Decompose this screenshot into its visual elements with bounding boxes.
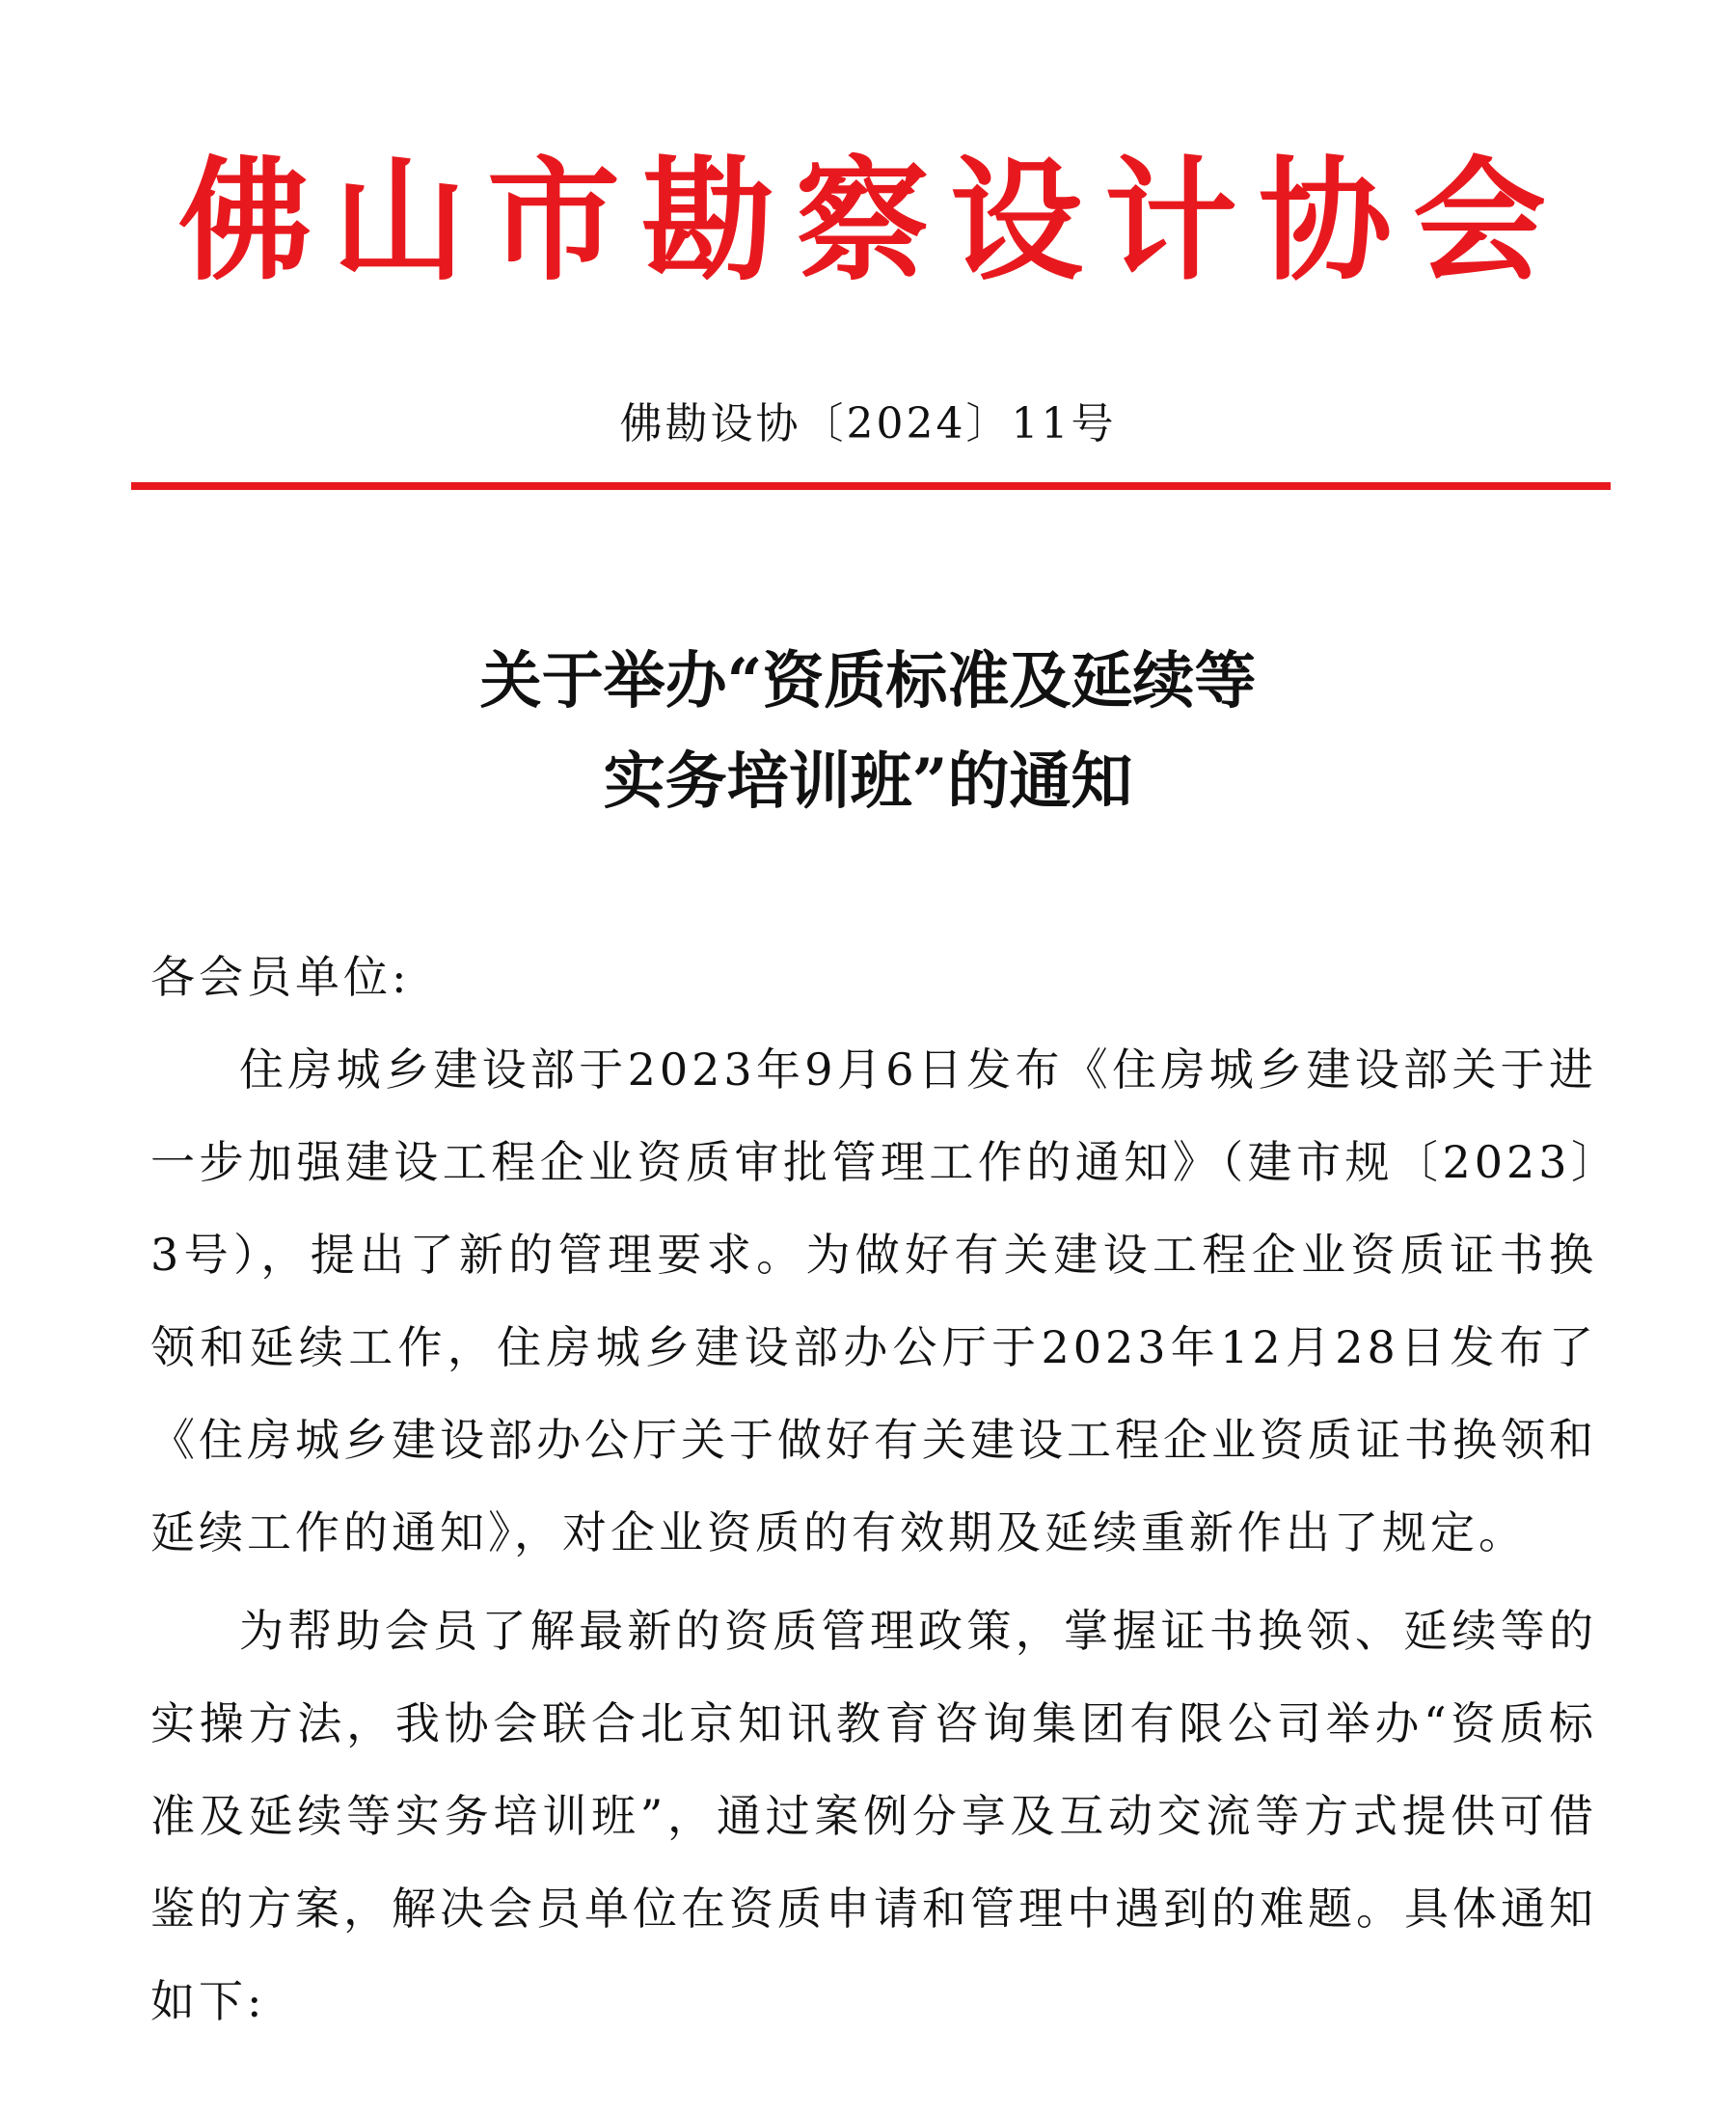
paragraph-purpose: 为帮助会员了解最新的资质管理政策，掌握证书换领、延续等的实操方法，我协会联合北京知讯教育咨询集团有限公司举办“资质标准及延续等实务培训班”，通过案例分享及互动交流等方式提供可借鉴的方案，解决会员单位在资质申请和管理中遇到的难题。具体通知如下: — [150, 1605, 1597, 2027]
document-number: 佛勘设协〔2024〕11号 — [619, 399, 1117, 448]
org-header-title: 佛山市勘察设计协会 — [177, 144, 1567, 299]
notice-title-line-1: 关于举办“资质标准及延续等 — [479, 645, 1257, 718]
notice-title-line-2: 实务培训班”的通知 — [603, 745, 1133, 818]
red-divider-line — [131, 482, 1611, 490]
notice-title — [0, 632, 1736, 832]
notice-body — [150, 931, 1597, 2047]
salutation: 各会员单位: — [150, 951, 411, 1003]
paragraph-background: 住房城乡建设部于2023年9月6日发布《住房城乡建设部关于进一步加强建设工程企业资质审批管理工作的通知》（建市规〔2023〕3号），提出了新的管理要求。为做好有关建设工程企业资质证书换领和延续工作，住房城乡建设部办公厅于2023年12月28日发布了《住房城乡建设部办公厅关于做好有关建设工程企业资质证书换领和延续工作的通知》，对企业资质的有效期及延续重新作出了规定。 — [150, 1043, 1597, 1558]
